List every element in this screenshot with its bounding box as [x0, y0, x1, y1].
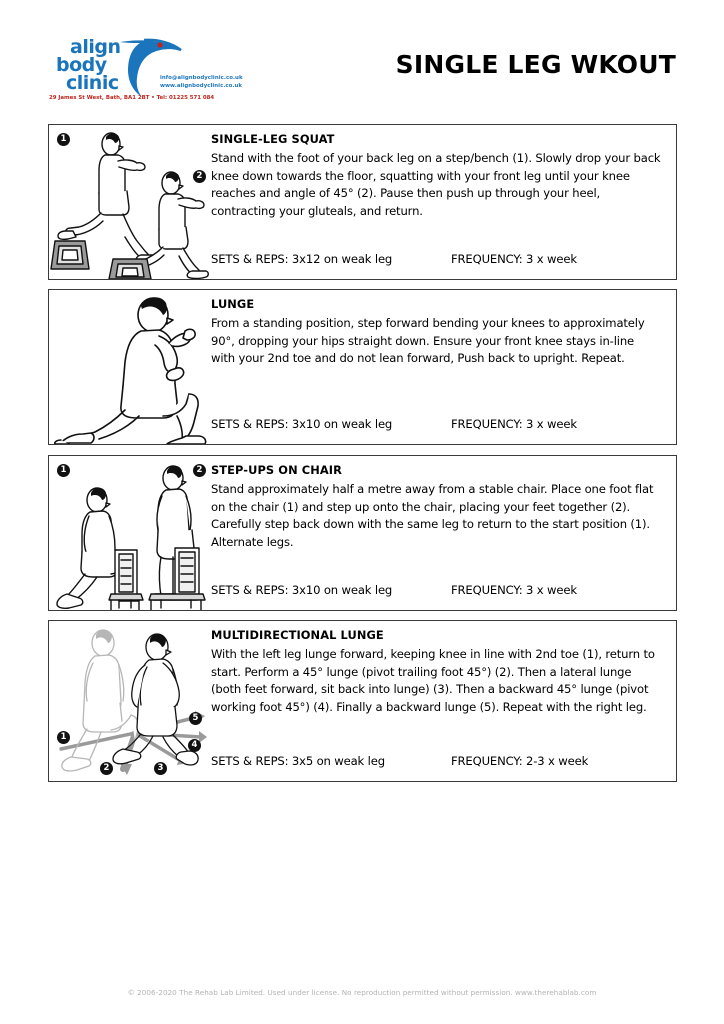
- exercise-title-4: MULTIDIRECTIONAL LUNGE: [211, 628, 384, 642]
- figure-badge-1b: 2: [193, 170, 206, 183]
- page-header: [0, 0, 724, 118]
- lunge-illustration: [49, 290, 209, 444]
- exercise-frequency-4: FREQUENCY: 2-3 x week: [451, 754, 589, 768]
- clinic-logo: [48, 36, 308, 112]
- exercise-sets-reps-3: SETS & REPS: 3x10 on weak leg: [211, 583, 393, 597]
- exercise-footline-2: [211, 417, 666, 433]
- figure-badge-4b: 2: [100, 762, 113, 775]
- contact-website: www.alignbodyclinic.co.uk: [160, 83, 243, 89]
- exercise-content-1: [211, 125, 670, 279]
- exercise-illustration-3: [49, 456, 209, 610]
- exercise-card-2: [48, 289, 677, 445]
- exercise-card-1: [48, 124, 677, 280]
- multidirectional-lunge-illustration: [49, 621, 209, 781]
- figure-badge-3b: 2: [193, 464, 206, 477]
- figure-badge-4e: 5: [189, 712, 202, 725]
- exercise-content-3: [211, 456, 670, 610]
- exercise-frequency-2: FREQUENCY: 3 x week: [451, 417, 577, 431]
- logo-text-align: align: [70, 36, 121, 58]
- clinic-contact: [160, 74, 310, 90]
- contact-address: 29 James St West, Bath, BA1 2BT • Tel: 01225 571 084: [49, 95, 215, 101]
- exercise-content-2: [211, 290, 670, 444]
- figure-badge-4a: 1: [57, 731, 70, 744]
- figure-badge-4c: 3: [154, 762, 167, 775]
- exercise-sets-reps-4: SETS & REPS: 3x5 on weak leg: [211, 754, 385, 768]
- page-title: SINGLE LEG WKOUT: [395, 50, 676, 79]
- exercise-title-1: SINGLE-LEG SQUAT: [211, 132, 335, 146]
- logo-text-body: body: [56, 54, 107, 76]
- exercise-illustration-4: [49, 621, 209, 781]
- page-footer: © 2006-2020 The Rehab Lab Limited. Used under license. No reproduction permitted without permission. www.therehablab.com: [127, 988, 597, 997]
- exercise-sets-reps-1: SETS & REPS: 3x12 on weak leg: [211, 252, 393, 266]
- exercise-title-2: LUNGE: [211, 297, 255, 311]
- exercise-sets-reps-2: SETS & REPS: 3x10 on weak leg: [211, 417, 393, 431]
- step-ups-on-chair-illustration: [49, 456, 209, 610]
- exercise-card-3: [48, 455, 677, 611]
- contact-email: info@alignbodyclinic.co.uk: [160, 75, 243, 81]
- logo-text-clinic: clinic: [66, 72, 119, 94]
- exercise-description-3: Stand approximately half a metre away from a stable chair. Place one foot flat on the chair (1) and step up onto the chair, placing your feet together (2). Carefully step back down with the same leg to return to the start position (1). Alternate legs.: [211, 482, 654, 549]
- exercise-footline-1: [211, 252, 666, 268]
- figure-badge-4d: 4: [188, 739, 201, 752]
- exercise-frequency-3: FREQUENCY: 3 x week: [451, 583, 577, 597]
- figure-badge-3a: 1: [57, 464, 70, 477]
- exercise-content-4: [211, 621, 670, 781]
- exercise-illustration-1: [49, 125, 209, 279]
- exercise-frequency-1: FREQUENCY: 3 x week: [451, 252, 577, 266]
- figure-badge-1a: 1: [57, 133, 70, 146]
- exercise-illustration-2: [49, 290, 209, 444]
- exercise-title-3: STEP-UPS ON CHAIR: [211, 463, 342, 477]
- exercise-description-4: With the left leg lunge forward, keeping knee in line with 2nd toe (1), return to start. Perform a 45° lunge (pivot trailing foot 45°) (2). Then a lateral lunge (both feet forward, sit back into lunge) (3). Then a backward 45° lunge (pivot working foot 45°) (4). Finally a backward lunge (5). Repeat with the right leg.: [211, 647, 655, 714]
- single-leg-squat-illustration: [49, 125, 209, 279]
- exercise-description-2: From a standing position, step forward bending your knees to approximately 90°, dropping your hips straight down. Ensure your front knee stays in-line with your 2nd toe and do not lean forward, Push back to upright. Repeat.: [211, 316, 645, 365]
- exercise-card-4: [48, 620, 677, 782]
- exercise-footline-4: [211, 754, 666, 770]
- exercise-footline-3: [211, 583, 666, 599]
- exercise-description-1: Stand with the foot of your back leg on a step/bench (1). Slowly drop your back knee down towards the floor, squatting with your front leg until your knee reaches and angle of 45° (2). Pause then push up through your heel, contracting your gluteals, and return.: [211, 151, 661, 218]
